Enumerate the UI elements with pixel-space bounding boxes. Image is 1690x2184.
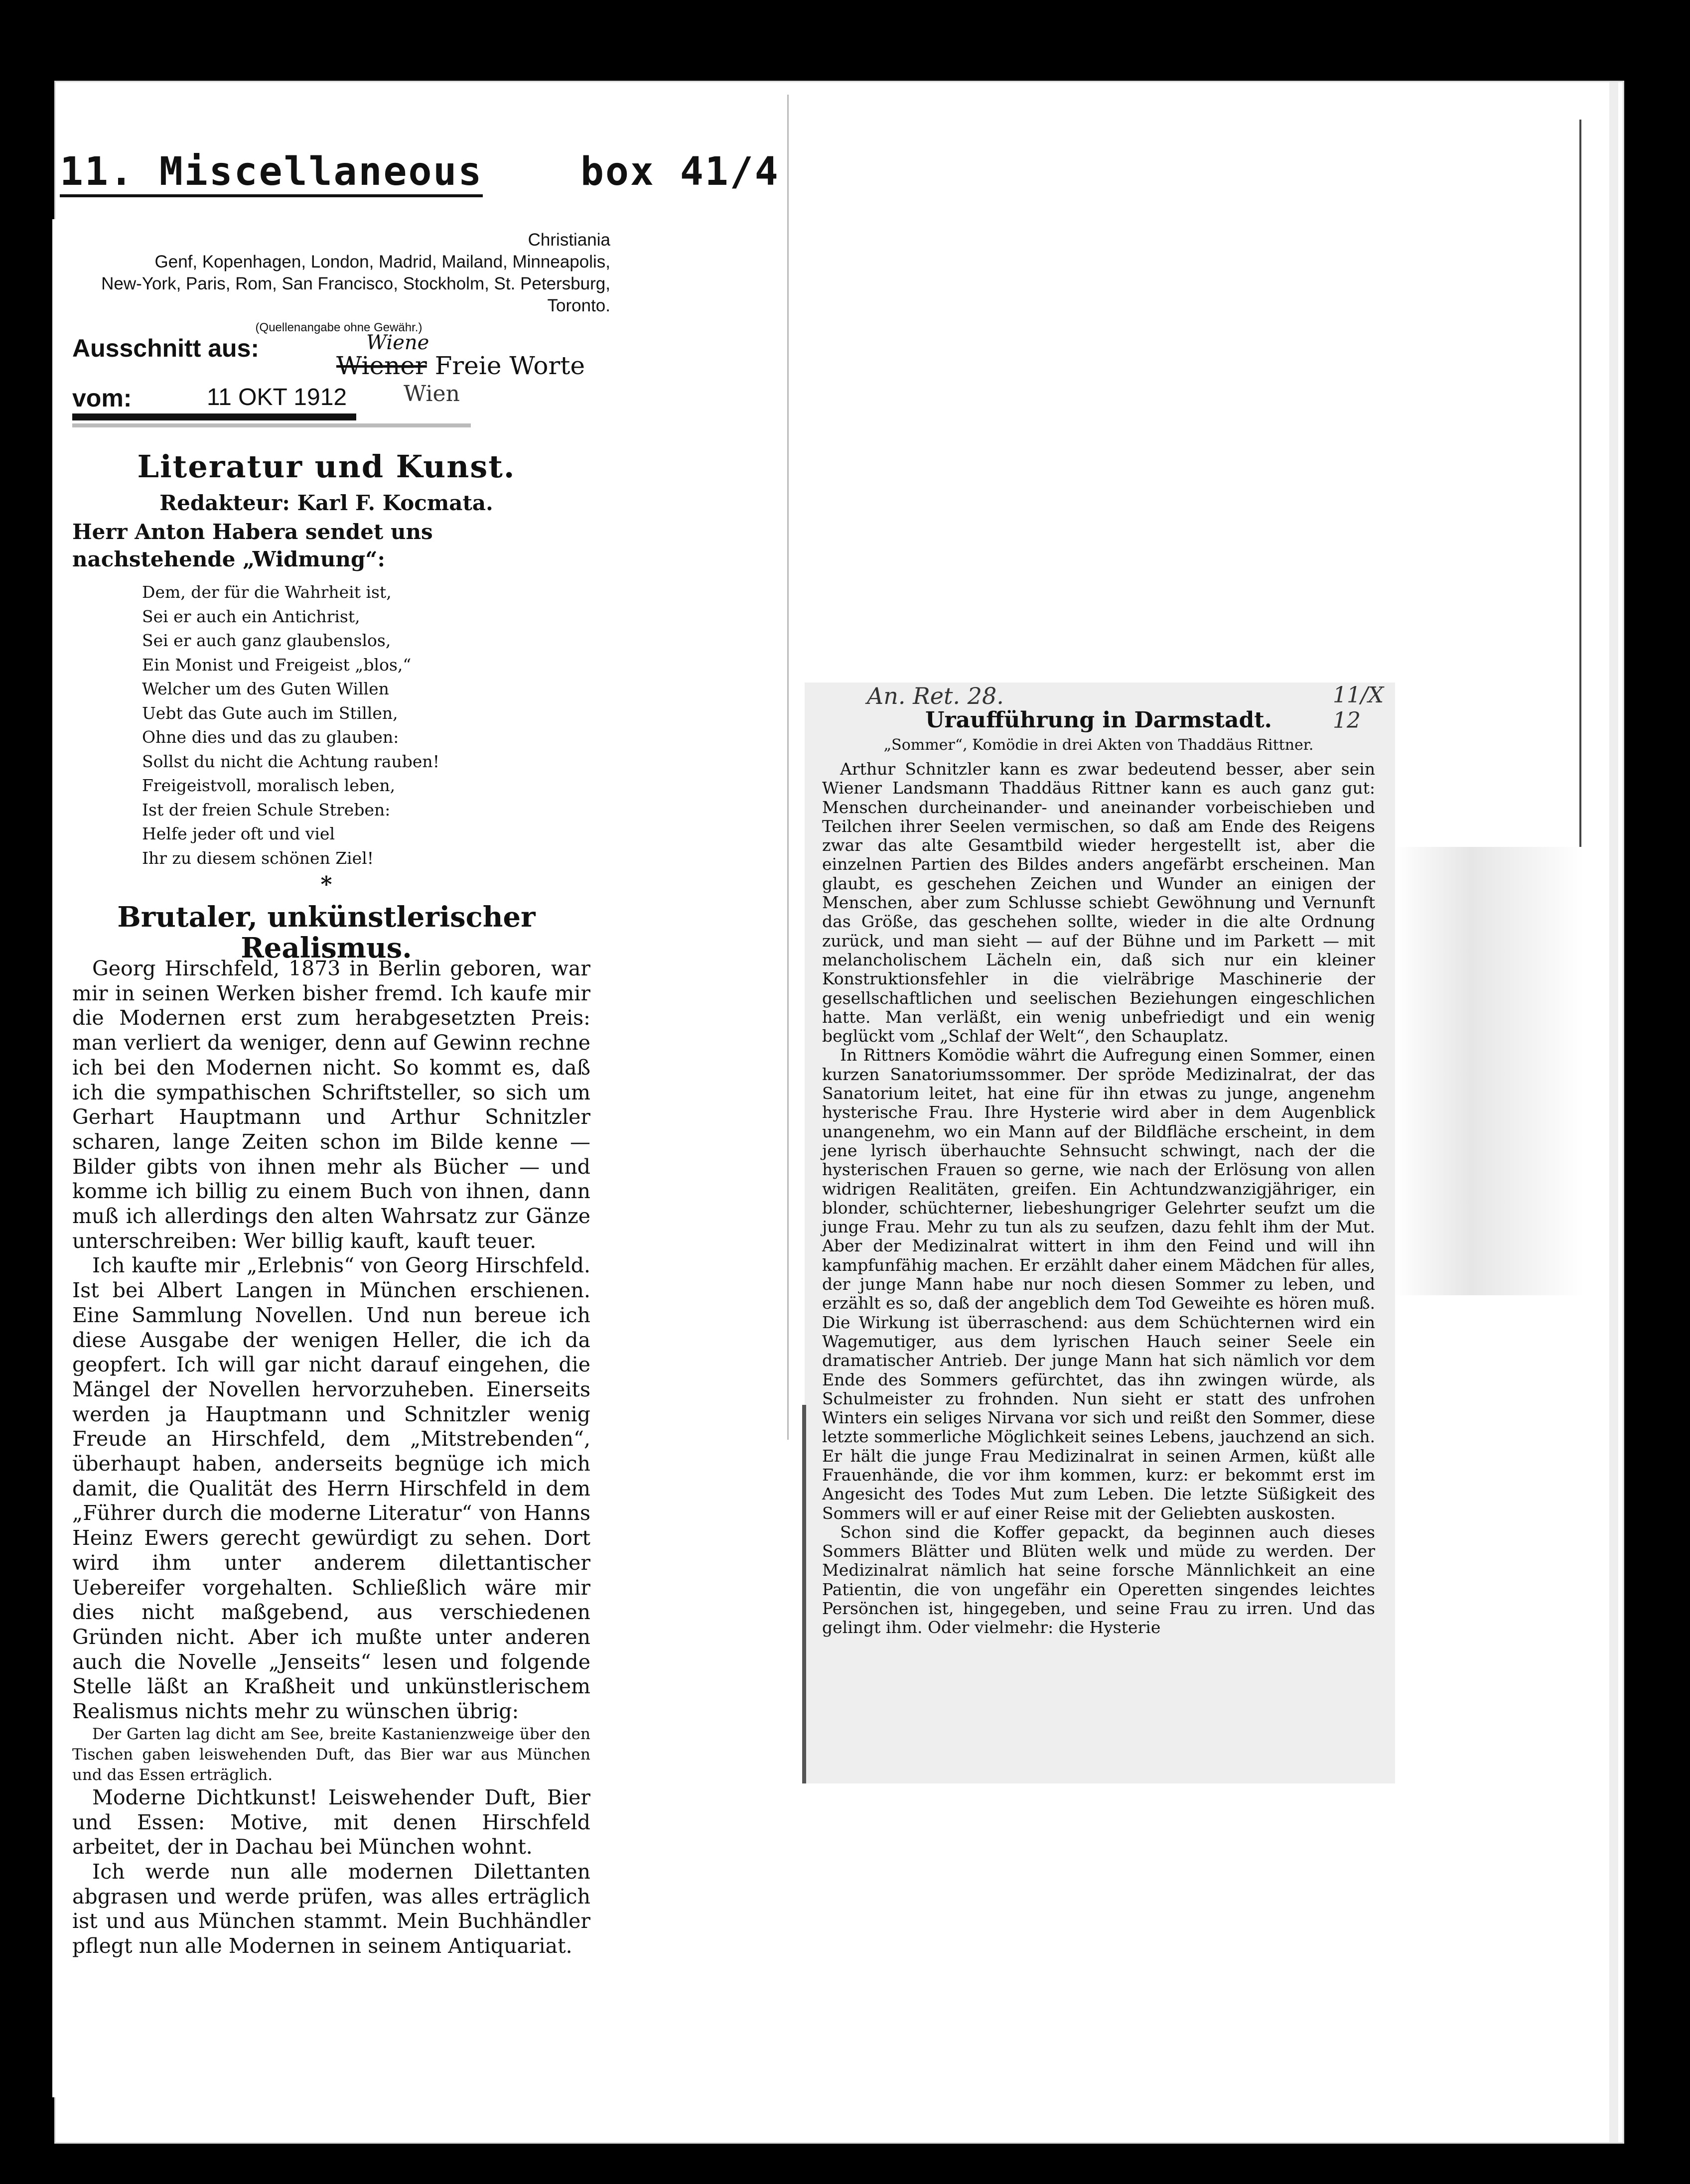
- intro-text: Herr Anton Habera sendet uns nachstehende „Widmung“:: [72, 520, 433, 571]
- article-title: Brutaler, unkünstlerischer Realismus.: [117, 901, 536, 964]
- handwritten-date: 11/X 12: [1333, 682, 1384, 733]
- date-stamp: 11 OKT 1912: [207, 384, 347, 410]
- handwritten-source: An. Ret. 28.: [867, 682, 1004, 709]
- page-edge: [1609, 82, 1618, 2142]
- article-body: Georg Hirschfeld, 1873 in Berlin geboren, war mir in seinen Werken bisher fremd. Ich kaufe mir die Modernen erst zum herabgesetzten Preis: man verliert da weniger, denn auf Gewinn rechne ich bei den Modernen nicht. So kommt es, daß ich die sympathischen Schriftsteller, so sich um Gerhart Hauptmann und Arthur Schnitzler scharen, lange Zeiten schon im Bilde kenne — Bilder gibts von ihnen mehr als Bücher — und komme ich billig zu einem Buch von ihnen, dann muß ich allerdings den alten Wahrsatz zur Gänze unterschreiben: Wer billig kauft, kauft teuer. Ich kaufte mir „Erlebnis“ von Georg Hirschfeld. Ist bei Albert Langen in München erschienen. Eine Sammlung Novellen. Und nun bereue ich diese Ausgabe der wenigen Heller, die ich da geopfert. Ich will gar nicht darauf eingehen, die Mängel der Novellen hervorzuheben. Einerseits werden ja Hauptmann und Schnitzler wenig Freude an Hirschfeld, dem „Mitstrebenden“, überhaupt haben, anderseits begnüge ich mich damit, die Qualität des Herrn Hirschfeld in dem „Führer durch die moderne Literatur“ von Hanns Heinz Ewers gerecht gewürdigt zu sehen. Dort wird ihm unter anderem dilettantischer Uebereifer vorgehalten. Schließlich wäre mir dies nicht maßgebend, aus verschiedenen Gründen nicht. Aber ich mußte unter anderen auch die Novelle „Jenseits“ lesen und folgende Stelle läßt an Kraßheit und unkünstlerischem Realismus nichts mehr zu wünschen übrig: Der Garten lag dicht am See, breite Kastanienzweige über den Tischen gaben leiswehenden Duft, das Bier war aus München und das Essen erträglich. Moderne Dichtkunst! Leiswehender Duft, Bier und Essen: Motive, mit denen Hirschfeld arbeitet, der in Dachau bei München wohnt. Ich werde nun alle modernen Dilettanten abgrasen und werde prüfen, was alles erträglich ist und aus München stammt. Mein Buchhändler pflegt nun alle Modernen in seinem Antiquariat.: [72, 956, 590, 1958]
- fold-line: [787, 95, 789, 1440]
- city-label: Wien: [404, 381, 460, 407]
- divider: [72, 423, 471, 427]
- ausschnitt-label: Ausschnitt aus:: [72, 334, 260, 362]
- newspaper-name: Wiene Wiener Freie Worte: [336, 331, 585, 380]
- poem: Dem, der für die Wahrheit ist, Sei er auch ein Antichrist, Sei er auch ganz glaubenslos, Ein Monist und Freigeist „blos,“ Welcher um des Guten Willen Uebt das Gute auch im Stillen, Ohne dies und das zu glauben: Sollst du nicht die Achtung rauben! Freigeistvoll, moralisch leben, Ist der freien Schule Streben: Helfe jeder oft und viel Ihr zu diesem schönen Ziel!: [142, 582, 439, 868]
- handwritten-correction: Wiene: [366, 331, 429, 354]
- folder-label: 11. Miscellaneous: [60, 149, 483, 197]
- box-label: box 41/4: [580, 149, 780, 194]
- quote: Der Garten lag dicht am See, breite Kastanienzweige über den Tischen gaben leiswehenden Duft, das Bier war aus München und das Essen erträglich.: [72, 1725, 590, 1784]
- section-heading: Literatur und Kunst.: [137, 448, 516, 485]
- struck-word: Wiener: [336, 351, 427, 380]
- clipping-edge: [802, 1405, 806, 1783]
- shadow: [1395, 847, 1584, 1295]
- editor-line: Redakteur: Karl F. Kocmata.: [159, 491, 493, 515]
- archive-header: [60, 149, 780, 209]
- article-subtitle: „Sommer“, Komödie in drei Akten von Thaddäus Rittner.: [883, 736, 1314, 754]
- right-clipping: [805, 682, 1395, 1783]
- divider: [72, 413, 356, 420]
- article-body: Arthur Schnitzler kann es zwar bedeutend besser, aber sein Wiener Landsmann Thaddäus Rittner kann es auch ganz gut: Menschen durcheinander- und aneinander vorbeischieben und Teilchen ihrer Seelen vermischen, so daß am Ende des Reigens zwar das alte Gesamtbild wieder hergestellt ist, aber die einzelnen Partien des Bildes anders angefärbt erscheinen. Man glaubt, es geschehen Zeichen und Wunder an einigen der Menschen, aber zum Schlusse schiebt Gewöhnung und Vernunft das Größe, das geschehen sollte, wieder in die alte Ordnung zurück, und man sieht — auf der Bühne und im Parkett — mit melancholischem Lächeln ein, daß sich nur ein kleiner Konstruktionsfehler in die vielräbrige Maschinerie der gesellschaftlichen und seelischen Beziehungen eingeschlichen hatte. Man verläßt, ein wenig unbefriedigt und ein wenig beglückt vom „Schlaf der Welt“, den Schauplatz. In Rittners Komödie währt die Aufregung einen Sommer, einen kurzen Sanatoriumssommer. Der spröde Medizinalrat, der das Sanatorium leitet, hat eine für ihn etwas zu junge, angenehm hysterische Frau. Ihre Hysterie wird aber in dem Augenblick unangenehm, wo ein Mann auf der Bildfläche erscheint, in dem jene lyrisch überhauchte Sehnsucht schwingt, nach der die hysterischen Frauen so gerne, wie nach der Erlösung von allen widrigen Realitäten, greifen. Ein Achtundzwanzigjähriger, ein blonder, schüchterner, liebeshungriger Gelehrter seufzt um die junge Frau. Mehr zu tun als zu seufzen, dazu fehlt ihm der Mut. Aber der Medizinalrat wittert in ihm den Feind und will ihn kampfunfähig machen. Er erzählt daher einem Mädchen für alles, der junge Mann habe nur noch diesen Sommer zu leben, und erzählt es so, daß der angeblich dem Tod Geweihte es hören muß. Die Wirkung ist überraschend: aus dem Schüchternen wird ein Wagemutiger, aus dem lyrischen Hauch seiner Seele ein dramatischer Antrieb. Der junge Mann hat sich nämlich vor dem Ende des Sommers gefürchtet, das ihn zwingen würde, als Schulmeister zu frohnden. Nun sieht er statt des unfrohen Winters ein seliges Nirvana vor sich und reißt den Sommer, diese letzte sommerliche Möglichkeit seines Lebens, jauchzend an sich. Er hält die junge Frau Medizinalrat in seinen Armen, küßt alle Frauenhände, die vor ihm kommen, kurz: er bekommt erst im Angesicht des Todes Mut zum Leben. Die letzte Süßigkeit des Sommers will er auf einer Reise mit der Geliebten auskosten. Schon sind die Koffer gepackt, da beginnen auch dieses Sommers Blätter und Blüten welk und müde zu werden. Der Medizinalrat nämlich hat seine forsche Männlichkeit an eine Patientin, die von ungefähr ein Operetten singendes leichtes Persönchen ist, hingegeben, und seine Frau zu irren. Und das gelingt ihm. Oder vielmehr: die Hysterie: [822, 759, 1375, 1638]
- source-note: (Quellenangabe ohne Gewähr.): [255, 321, 422, 334]
- article-title: Uraufführung in Darmstadt.: [925, 707, 1272, 733]
- source-list: Christiania Genf, Kopenhagen, London, Madrid, Mailand, Minneapolis, New-York, Paris, Rom, San Francisco, Stockholm, St. Petersburg, Toronto. (Quellenangabe ohne Gewähr.): [67, 229, 610, 339]
- vom-label: vom:: [72, 384, 132, 412]
- left-clipping: [52, 219, 615, 2097]
- separator: *: [320, 872, 332, 897]
